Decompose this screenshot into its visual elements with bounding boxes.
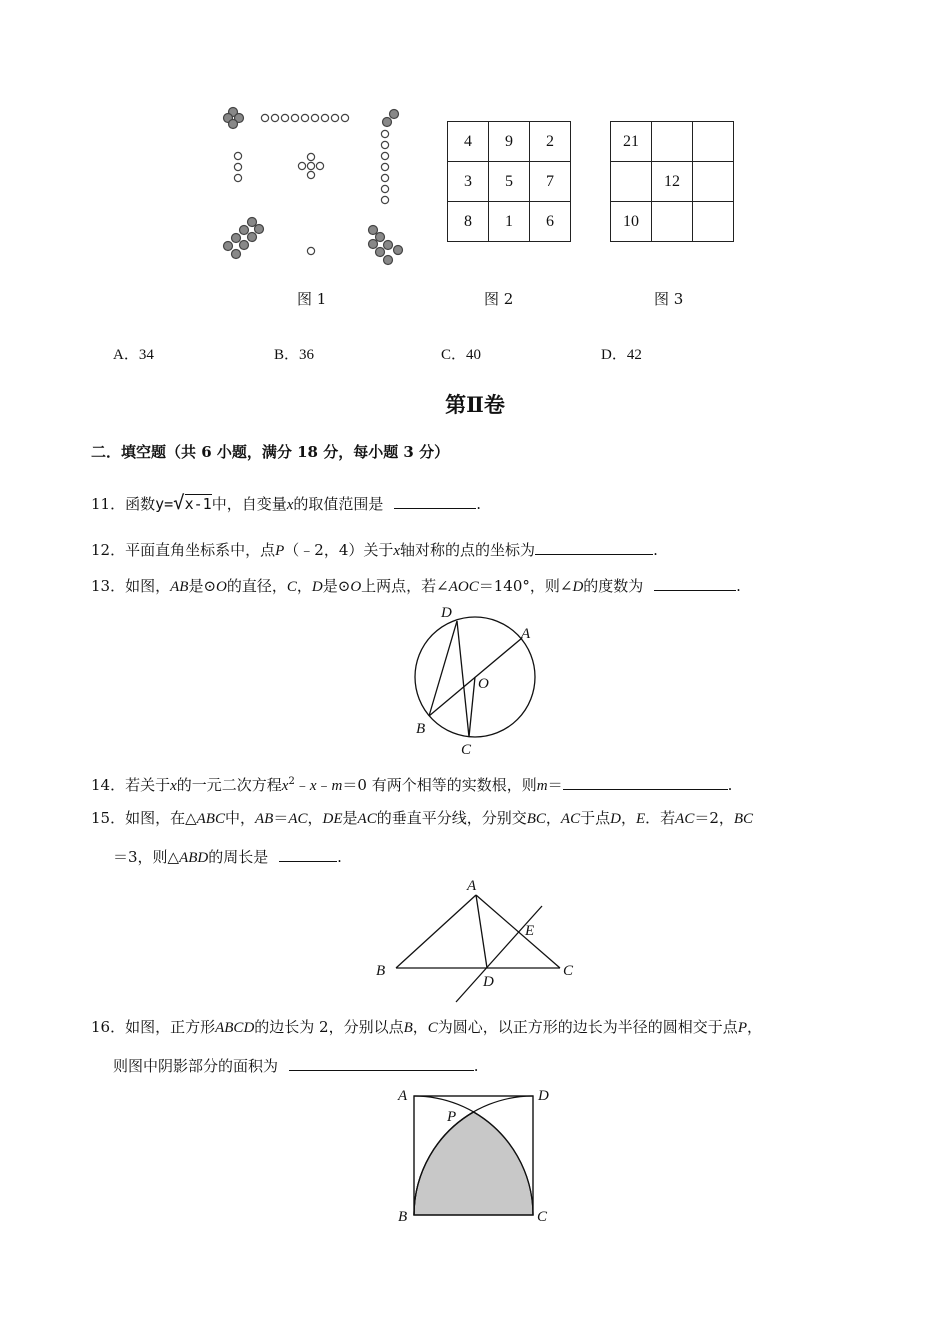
q15-var: AC [675, 811, 695, 827]
q16-answer-blank[interactable] [289, 1054, 474, 1071]
figure-2-magic-square [447, 121, 571, 242]
q13-var: D [572, 579, 584, 595]
q15-text: 如图，在△ [125, 809, 197, 827]
q15-var: ABC [196, 811, 225, 827]
radical-sign: √ [173, 492, 185, 514]
q16-end: . [473, 1057, 479, 1075]
figure-3-magic-square [610, 121, 734, 242]
q15-var: D [610, 811, 621, 827]
q15-var: DE [322, 811, 343, 827]
label-e: E [525, 923, 535, 939]
question-15 [91, 808, 753, 829]
q16-text: 的边长为 2，分别以点 [254, 1018, 404, 1036]
segment-db [429, 621, 457, 716]
q16-text: ， [746, 1018, 762, 1036]
label-a: A [521, 626, 531, 642]
fig3-cell [652, 122, 693, 162]
q13-text: 是⊙ [322, 577, 351, 595]
q14-text: 的一元二次方程 [176, 776, 282, 794]
q11-formula [155, 492, 212, 514]
q13-text: ， [296, 577, 312, 595]
fig2-cell: 4 [448, 122, 489, 162]
q13-end: . [736, 577, 741, 595]
fig3-cell [693, 162, 734, 202]
figure-q15-triangle [370, 873, 580, 1008]
side-ac [476, 895, 560, 968]
figure-1-caption: 图 1 [297, 290, 327, 308]
choice-a[interactable]: A．34 [113, 347, 154, 363]
q15-number: 15． [91, 809, 126, 827]
label-c: C [461, 742, 472, 758]
q15-text: ， [307, 809, 323, 827]
q13-var: AB [170, 579, 189, 595]
q14-text: ﹣ [316, 776, 332, 794]
label-o: O [478, 676, 489, 692]
q11-text: 函数 [125, 495, 156, 513]
fig2-cell: 1 [489, 202, 530, 242]
q13-var: C [286, 579, 297, 595]
question-15-line-2 [113, 845, 342, 868]
perpendicular-bisector-de [456, 906, 542, 1002]
q11-var: x [286, 497, 294, 513]
q15-var: AC [560, 811, 581, 827]
q15-text: ．若 [645, 809, 676, 827]
fig3-cell [693, 202, 734, 242]
q15-text: ， [620, 809, 636, 827]
q14-text: ＝ [547, 776, 563, 794]
q13-var: O [350, 579, 362, 595]
q13-var: O [216, 579, 227, 595]
segment-oc [469, 677, 475, 737]
q14-var: m [331, 778, 343, 794]
q13-number: 13． [91, 577, 126, 595]
fig2-cell: 5 [489, 162, 530, 202]
label-a: A [398, 1088, 408, 1104]
figure-1-bead-pattern [214, 100, 414, 270]
fig2-cell: 8 [448, 202, 489, 242]
q11-answer-blank[interactable] [394, 492, 476, 509]
label-d: D [483, 974, 494, 990]
segment-dc [457, 621, 469, 737]
q14-answer-blank[interactable] [563, 773, 728, 790]
q12-var: x [393, 543, 401, 559]
q16-var: P [737, 1020, 747, 1036]
figure-3-caption: 图 3 [654, 290, 684, 308]
q11-number: 11． [91, 495, 126, 513]
q14-var: m [536, 778, 548, 794]
q14-text: ﹣ [294, 776, 310, 794]
q11-formula-y: y= [155, 495, 174, 513]
choice-c[interactable]: C．40 [441, 347, 482, 363]
q15-var: BC [526, 811, 546, 827]
fig2-cell: 9 [489, 122, 530, 162]
label-d: D [538, 1088, 549, 1104]
q16-var: ABCD [215, 1020, 255, 1036]
q15-var: E [635, 811, 646, 827]
figure-q13-circle [405, 600, 555, 760]
q14-text: ＝0 有两个相等的实数根，则 [342, 776, 537, 794]
q15-text: 中， [224, 809, 255, 827]
q13-answer-blank[interactable] [654, 574, 736, 591]
q13-text: 上两点，若∠ [361, 577, 449, 595]
fig2-cell: 6 [530, 202, 571, 242]
side-ab [396, 895, 476, 968]
question-13 [91, 574, 741, 597]
q15-answer-blank[interactable] [279, 845, 337, 862]
figure-q16-square [392, 1082, 562, 1232]
question-16 [91, 1017, 762, 1038]
q12-answer-blank[interactable] [535, 538, 653, 555]
label-b: B [398, 1209, 408, 1225]
fig3-cell: 21 [611, 122, 652, 162]
q14-text: 若关于 [125, 776, 171, 794]
q15-var: ABD [179, 850, 209, 866]
q15-var: AB [255, 811, 274, 827]
chord-ab [429, 638, 522, 716]
q14-number: 14． [91, 776, 126, 794]
fig3-cell [652, 202, 693, 242]
q15-text: 的周长是 [208, 848, 269, 866]
q12-number: 12． [91, 541, 126, 559]
q12-point: P [275, 543, 285, 559]
label-a: A [467, 878, 477, 894]
q15-text: ， [545, 809, 561, 827]
q13-text: 的直径， [226, 577, 287, 595]
q12-end: . [653, 541, 658, 559]
section-title: 第Ⅱ卷 [445, 392, 505, 417]
fig3-cell [611, 162, 652, 202]
q14-var: x [170, 778, 177, 794]
label-c: C [537, 1209, 548, 1225]
choice-b[interactable]: B．36 [274, 347, 315, 363]
q15-text: 的垂直平分线，分别交 [376, 809, 527, 827]
q11-text: 中，自变量 [211, 495, 287, 513]
q16-text: 为圆心，以正方形的边长为半径的圆相交于点 [437, 1018, 738, 1036]
q14-var: x [281, 778, 289, 794]
q16-text: 如图，正方形 [125, 1018, 216, 1036]
q15-text: ＝3，则△ [113, 848, 180, 866]
q15-text: 是 [342, 809, 358, 827]
question-14 [91, 772, 732, 796]
q16-var: B [403, 1020, 413, 1036]
label-b: B [376, 963, 386, 979]
fig3-cell [693, 122, 734, 162]
q13-text: ＝140°，则∠ [478, 577, 573, 595]
q15-text: ＝ [273, 809, 289, 827]
q15-text: 于点 [580, 809, 611, 827]
label-c: C [563, 963, 574, 979]
figure-2-caption: 图 2 [484, 290, 514, 308]
q11-text: 的取值范围是 [293, 495, 384, 513]
q14-end: . [727, 776, 733, 794]
question-11 [91, 492, 481, 515]
q15-end: . [337, 848, 342, 866]
q11-end: . [476, 495, 481, 513]
fig2-cell: 2 [530, 122, 571, 162]
q15-var: AC [288, 811, 308, 827]
shaded-region [414, 1112, 533, 1215]
q16-var: C [427, 1020, 438, 1036]
fig3-cell: 10 [611, 202, 652, 242]
label-d: D [441, 605, 452, 621]
label-p: P [447, 1109, 457, 1125]
q13-var: AOC [448, 579, 479, 595]
q16-text: 则图中阴影部分的面积为 [113, 1057, 279, 1075]
fig3-cell: 12 [652, 162, 693, 202]
question-16-line-2 [113, 1054, 479, 1076]
q15-var: BC [733, 811, 754, 827]
fig2-cell: 3 [448, 162, 489, 202]
q14-var: x [309, 778, 317, 794]
question-12 [91, 538, 658, 561]
q14-exponent: 2 [288, 776, 295, 787]
section-heading: 二．填空题（共 6 小题，满分 18 分，每小题 3 分） [91, 443, 450, 461]
segment-ad [476, 895, 487, 968]
q12-text: 平面直角坐标系中，点 [125, 541, 276, 559]
fig2-cell: 7 [530, 162, 571, 202]
q15-var: AC [357, 811, 377, 827]
q13-text: 如图， [125, 577, 171, 595]
q13-text: 是⊙ [188, 577, 217, 595]
choice-d[interactable]: D．42 [601, 347, 642, 363]
q12-text: 轴对称的点的坐标为 [400, 541, 536, 559]
q13-var: D [311, 579, 323, 595]
q16-text: ， [412, 1018, 428, 1036]
label-b: B [416, 721, 426, 737]
q12-text: （﹣2，4）关于 [284, 541, 394, 559]
q11-radicand: x-1 [184, 495, 212, 513]
q16-number: 16． [91, 1018, 126, 1036]
q15-text: ＝2， [694, 809, 734, 827]
q13-text: 的度数为 [583, 577, 644, 595]
